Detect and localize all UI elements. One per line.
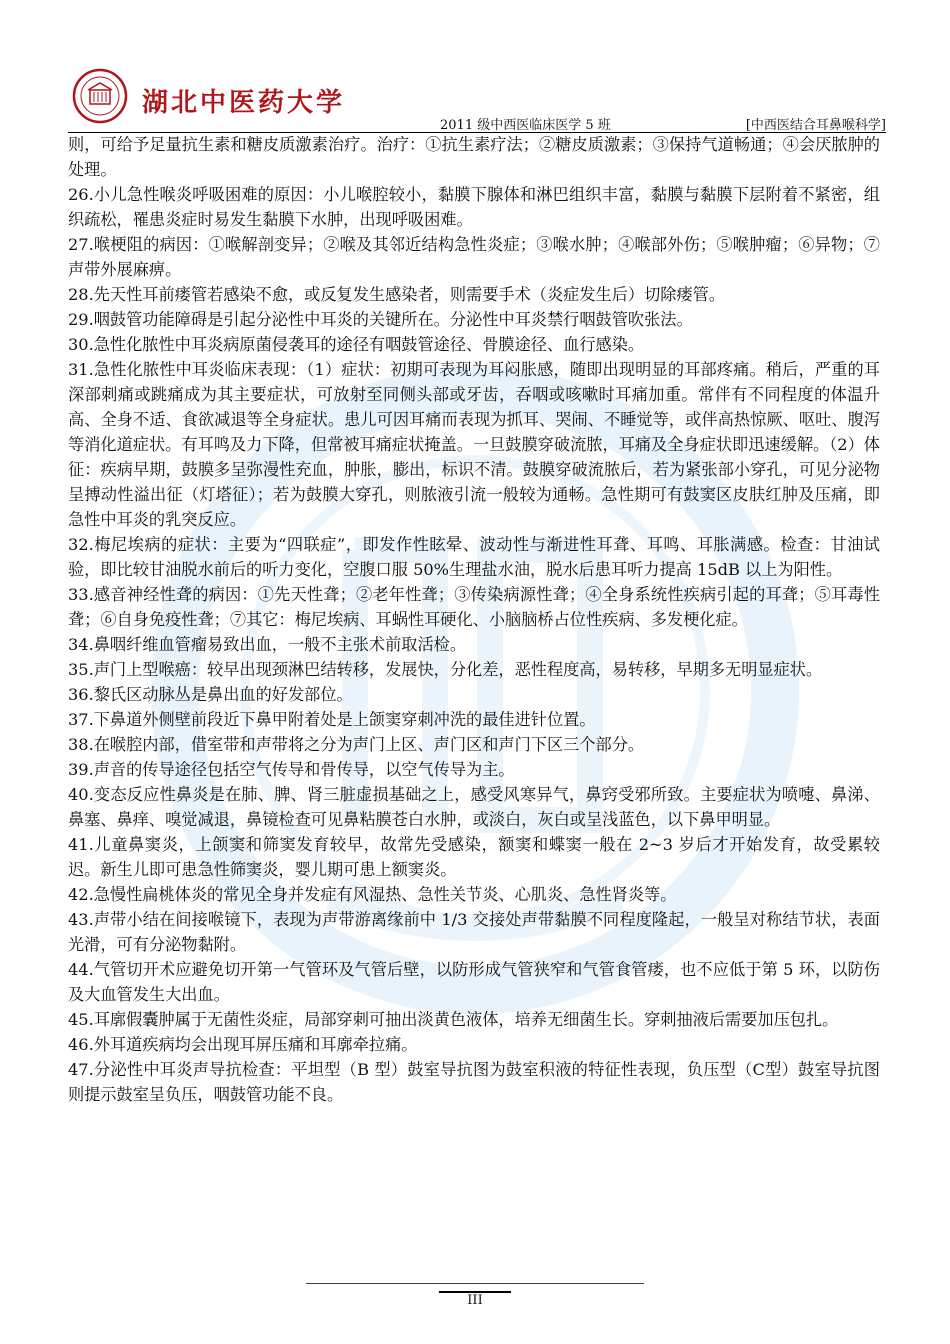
paragraph: 40.变态反应性鼻炎是在肺、脾、肾三脏虚损基础之上，感受风寒异气，鼻窍受邪所致。主要症状为喷嚏、鼻涕、鼻塞、鼻痒、嗅觉减退，鼻镜检查可见鼻粘膜苍白水肿，或淡白，灰白或呈浅蓝色，以下鼻甲明显。 bbox=[68, 785, 880, 829]
page-number bbox=[0, 1291, 950, 1308]
paragraph: 39.声音的传导途径包括空气传导和骨传导，以空气传导为主。 bbox=[68, 760, 515, 779]
paragraph: 29.咽鼓管功能障碍是引起分泌性中耳炎的关键所在。分泌性中耳炎禁行咽鼓管吹张法。 bbox=[68, 310, 693, 329]
page-number-text: III bbox=[439, 1291, 510, 1308]
paragraph: 26.小儿急性喉炎呼吸困难的原因：小儿喉腔较小，黏膜下腺体和淋巴组织丰富，黏膜与黏膜下层附着不紧密，组织疏松，罹患炎症时易发生黏膜下水肿，出现呼吸困难。 bbox=[68, 185, 880, 229]
document-body bbox=[68, 132, 880, 1107]
paragraph: 45.耳廓假囊肿属于无菌性炎症，局部穿刺可抽出淡黄色液体，培养无细菌生长。穿刺抽液后需要加压包扎。 bbox=[68, 1010, 839, 1029]
university-seal-icon bbox=[72, 68, 128, 124]
paragraph: 36.黎氏区动脉丛是鼻出血的好发部位。 bbox=[68, 685, 353, 704]
course-info: [中西医结合耳鼻喉科学] bbox=[745, 118, 886, 133]
page-header bbox=[68, 64, 886, 134]
footer-divider bbox=[306, 1283, 644, 1284]
paragraph: 46.外耳道疾病均会出现耳屏压痛和耳廓牵拉痛。 bbox=[68, 1035, 418, 1054]
paragraph: 34.鼻咽纤维血管瘤易致出血，一般不主张术前取活检。 bbox=[68, 635, 467, 654]
paragraph: 47.分泌性中耳炎声导抗检查：平坦型（B 型）鼓室导抗图为鼓室积液的特征性表现，负压型（C型）鼓室导抗图则提示鼓室呈负压，咽鼓管功能不良。 bbox=[68, 1060, 880, 1104]
paragraph: 32.梅尼埃病的症状：主要为“四联症”，即发作性眩晕、波动性与渐进性耳聋、耳鸣、耳胀满感。检查：甘油试验，即比较甘油脱水前后的听力变化，空腹口服 50%生理盐水油，脱水后患耳听力提高 15dB 以上为阳性。 bbox=[68, 535, 880, 579]
paragraph: 则，可给予足量抗生素和糖皮质激素治疗。治疗：①抗生素疗法；②糖皮质激素；③保持气道畅通；④会厌脓肿的处理。 bbox=[68, 135, 880, 179]
paragraph: 27.喉梗阻的病因：①喉解剖变异；②喉及其邻近结构急性炎症；③喉水肿；④喉部外伤；⑤喉肿瘤；⑥异物；⑦声带外展麻痹。 bbox=[68, 235, 880, 279]
paragraph: 42.急慢性扁桃体炎的常见全身并发症有风湿热、急性关节炎、心肌炎、急性肾炎等。 bbox=[68, 885, 677, 904]
paragraph: 43.声带小结在间接喉镜下，表现为声带游离缘前中 1/3 交接处声带黏膜不同程度隆起，一般呈对称结节状，表面光滑，可有分泌物黏附。 bbox=[68, 910, 880, 954]
paragraph: 28.先天性耳前瘘管若感染不愈，或反复发生感染者，则需要手术（炎症发生后）切除瘘管。 bbox=[68, 285, 726, 304]
paragraph: 33.感音神经性聋的病因：①先天性聋；②老年性聋；③传染病源性聋；④全身系统性疾病引起的耳聋；⑤耳毒性聋；⑥自身免疫性聋；⑦其它：梅尼埃病、耳蜗性耳硬化、小脑脑桥占位性疾病、多发梗化症。 bbox=[68, 585, 880, 629]
class-info: 2011 级中西医临床医学 5 班 bbox=[440, 118, 611, 133]
paragraph: 35.声门上型喉癌：较早出现颈淋巴结转移，发展快，分化差，恶性程度高，易转移，早期多无明显症状。 bbox=[68, 660, 823, 679]
university-logo-text: 湖北中医药大学 bbox=[142, 88, 346, 118]
paragraph: 31.急性化脓性中耳炎临床表现：（1）症状：初期可表现为耳闷胀感，随即出现明显的耳部疼痛。稍后，严重的耳深部刺痛或跳痛成为其主要症状，可放射至同侧头部或牙齿，吞咽或咳嗽时耳痛加重。常伴有不同程度的体温升高、全身不适、食欲减退等全身症状。患儿可因耳痛而表现为抓耳、哭闹、不睡觉等，或伴高热惊厥、呕吐、腹泻等消化道症状。有耳鸣及力下降，但常被耳痛症状掩盖。一旦鼓膜穿破流脓，耳痛及全身症状即迅速缓解。（2）体征：疾病早期，鼓膜多呈弥漫性充血，肿胀，膨出，标识不清。鼓膜穿破流脓后，若为紧张部小穿孔，可见分泌物呈搏动性溢出征（灯塔征）；若为鼓膜大穿孔，则脓液引流一般较为通畅。急性期可有鼓窦区皮肤红肿及压痛，即急性中耳炎的乳突反应。 bbox=[68, 360, 880, 529]
paragraph: 41.儿童鼻窦炎，上颌窦和筛窦发育较早，故常先受感染，额窦和蝶窦一般在 2~3 岁后才开始发育，故受累较迟。新生儿即可患急性筛窦炎，婴儿期可患上额窦炎。 bbox=[68, 835, 880, 879]
paragraph: 44.气管切开术应避免切开第一气管环及气管后壁，以防形成气管狭窄和气管食管瘘，也不应低于第 5 环，以防伤及大血管发生大出血。 bbox=[68, 960, 880, 1004]
paragraph: 30.急性化脓性中耳炎病原菌侵袭耳的途径有咽鼓管途径、骨膜途径、血行感染。 bbox=[68, 335, 645, 354]
paragraph: 37.下鼻道外侧壁前段近下鼻甲附着处是上颌窦穿刺冲洗的最佳进针位置。 bbox=[68, 710, 596, 729]
paragraph: 38.在喉腔内部，借室带和声带将之分为声门上区、声门区和声门下区三个部分。 bbox=[68, 735, 645, 754]
